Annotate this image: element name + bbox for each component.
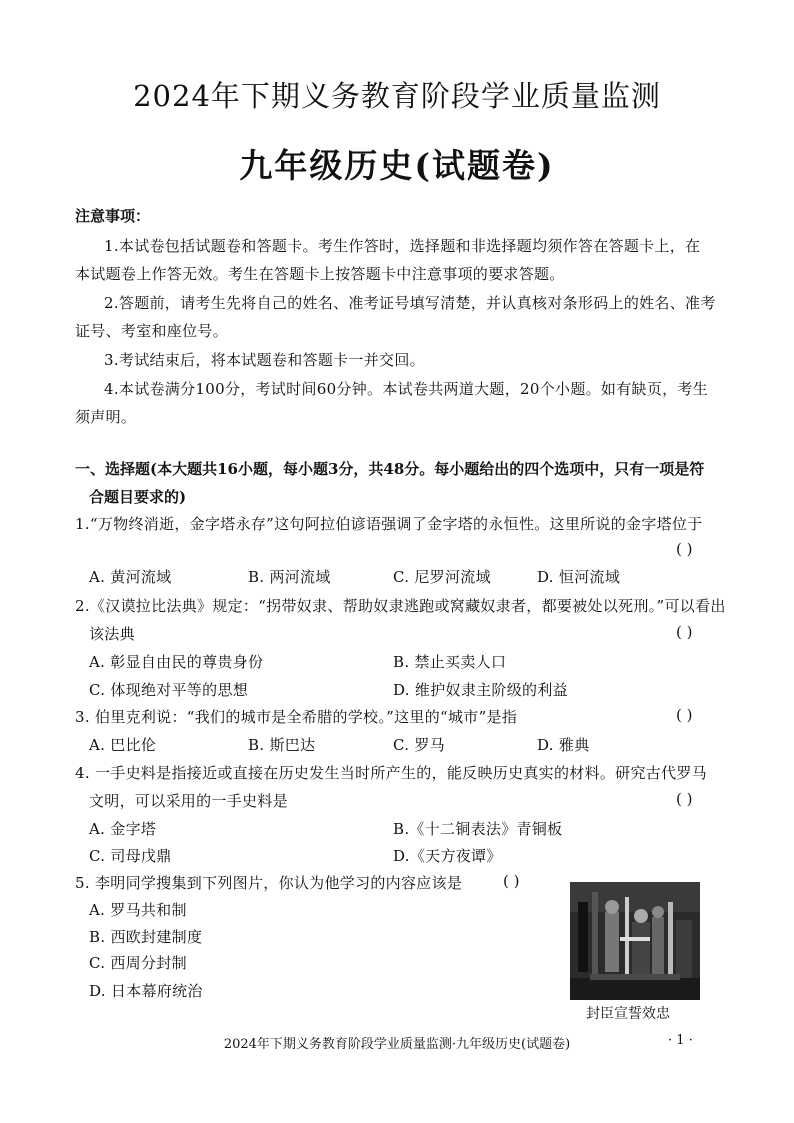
question-2-stem: 2.《汉谟拉比法典》规定：“拐带奴隶、帮助奴隶逃跑或窝藏奴隶者，都要被处以死刑。”可以看出	[75, 597, 726, 615]
answer-blank: ( )	[676, 540, 693, 558]
q1-option-c: C. 尼罗河流域	[393, 568, 491, 586]
section-heading-cont: 合题目要求的)	[89, 488, 187, 506]
page-footer: 2024年下期义务教育阶段学业质量监测·九年级历史(试题卷)	[223, 1037, 571, 1052]
q2-option-c: C. 体现绝对平等的思想	[89, 681, 249, 699]
question-5-stem: 5. 李明同学搜集到下列图片，你认为他学习的内容应该是	[75, 874, 463, 892]
q1-option-d: D. 恒河流域	[537, 568, 621, 586]
q1-option-a: A. 黄河流域	[89, 568, 172, 586]
q3-option-a: A. 巴比伦	[89, 736, 157, 754]
notes-heading: 注意事项：	[75, 207, 151, 225]
notes-line: 证号、考室和座位号。	[75, 322, 229, 340]
q5-option-a: A. 罗马共和制	[89, 901, 187, 919]
q2-option-a: A. 彰显自由民的尊贵身份	[89, 653, 264, 671]
question-3-stem: 3. 伯里克利说：“我们的城市是全希腊的学校。”这里的“城市”是指	[75, 708, 518, 726]
answer-blank: ( )	[676, 623, 693, 641]
q5-option-c: C. 西周分封制	[89, 954, 187, 972]
question-2-stem-cont: 该法典	[89, 625, 135, 643]
photo-caption: 封臣宣誓效忠	[586, 1006, 670, 1022]
question-1-stem: 1.“万物终消逝，金字塔永存”这句阿拉伯谚语强调了金字塔的永恒性。这里所说的金字塔位于	[75, 515, 703, 533]
notes-line: 4.本试卷满分100分，考试时间60分钟。本试卷共两道大题，20个小题。如有缺页，考生	[104, 380, 709, 398]
notes-line: 3.考试结束后，将本试题卷和答题卡一并交回。	[104, 351, 425, 369]
section-heading: 一、选择题(本大题共16小题，每小题3分，共48分。每小题给出的四个选项中，只有一项是符	[75, 460, 705, 478]
q2-option-d: D. 维护奴隶主阶级的利益	[393, 681, 568, 699]
q2-option-b: B. 禁止买卖人口	[393, 653, 507, 671]
notes-line: 本试题卷上作答无效。考生在答题卡上按答题卡中注意事项的要求答题。	[75, 265, 565, 283]
q4-option-c: C. 司母戊鼎	[89, 847, 172, 865]
vassal-oath-photo	[570, 882, 700, 1000]
exam-subtitle: 九年级历史(试题卷)	[239, 146, 555, 185]
question-4-stem: 4. 一手史料是指接近或直接在历史发生当时所产生的，能反映历史真实的材料。研究古代罗马	[75, 764, 707, 782]
q4-option-a: A. 金字塔	[89, 820, 157, 838]
answer-blank: ( )	[503, 872, 520, 890]
exam-title: 2024年下期义务教育阶段学业质量监测	[133, 79, 661, 113]
notes-line: 1.本试卷包括试题卷和答题卡。考生作答时，选择题和非选择题均须作答在答题卡上，在	[104, 237, 701, 255]
q4-option-b: B.《十二铜表法》青铜板	[393, 820, 563, 838]
q5-option-d: D. 日本幕府统治	[89, 982, 203, 1000]
q3-option-d: D. 雅典	[537, 736, 590, 754]
q3-option-c: C. 罗马	[393, 736, 445, 754]
q3-option-b: B. 斯巴达	[248, 736, 316, 754]
q5-option-b: B. 西欧封建制度	[89, 928, 203, 946]
notes-line: 须声明。	[75, 408, 137, 426]
answer-blank: ( )	[676, 706, 693, 724]
question-4-stem-cont: 文明，可以采用的一手史料是	[89, 792, 288, 810]
page-number: · 1 ·	[668, 1033, 693, 1048]
notes-line: 2.答题前，请考生先将自己的姓名、准考证号填写清楚，并认真核对条形码上的姓名、准考	[104, 294, 716, 312]
q1-option-b: B. 两河流域	[248, 568, 331, 586]
answer-blank: ( )	[676, 790, 693, 808]
q4-option-d: D.《天方夜谭》	[393, 847, 502, 865]
